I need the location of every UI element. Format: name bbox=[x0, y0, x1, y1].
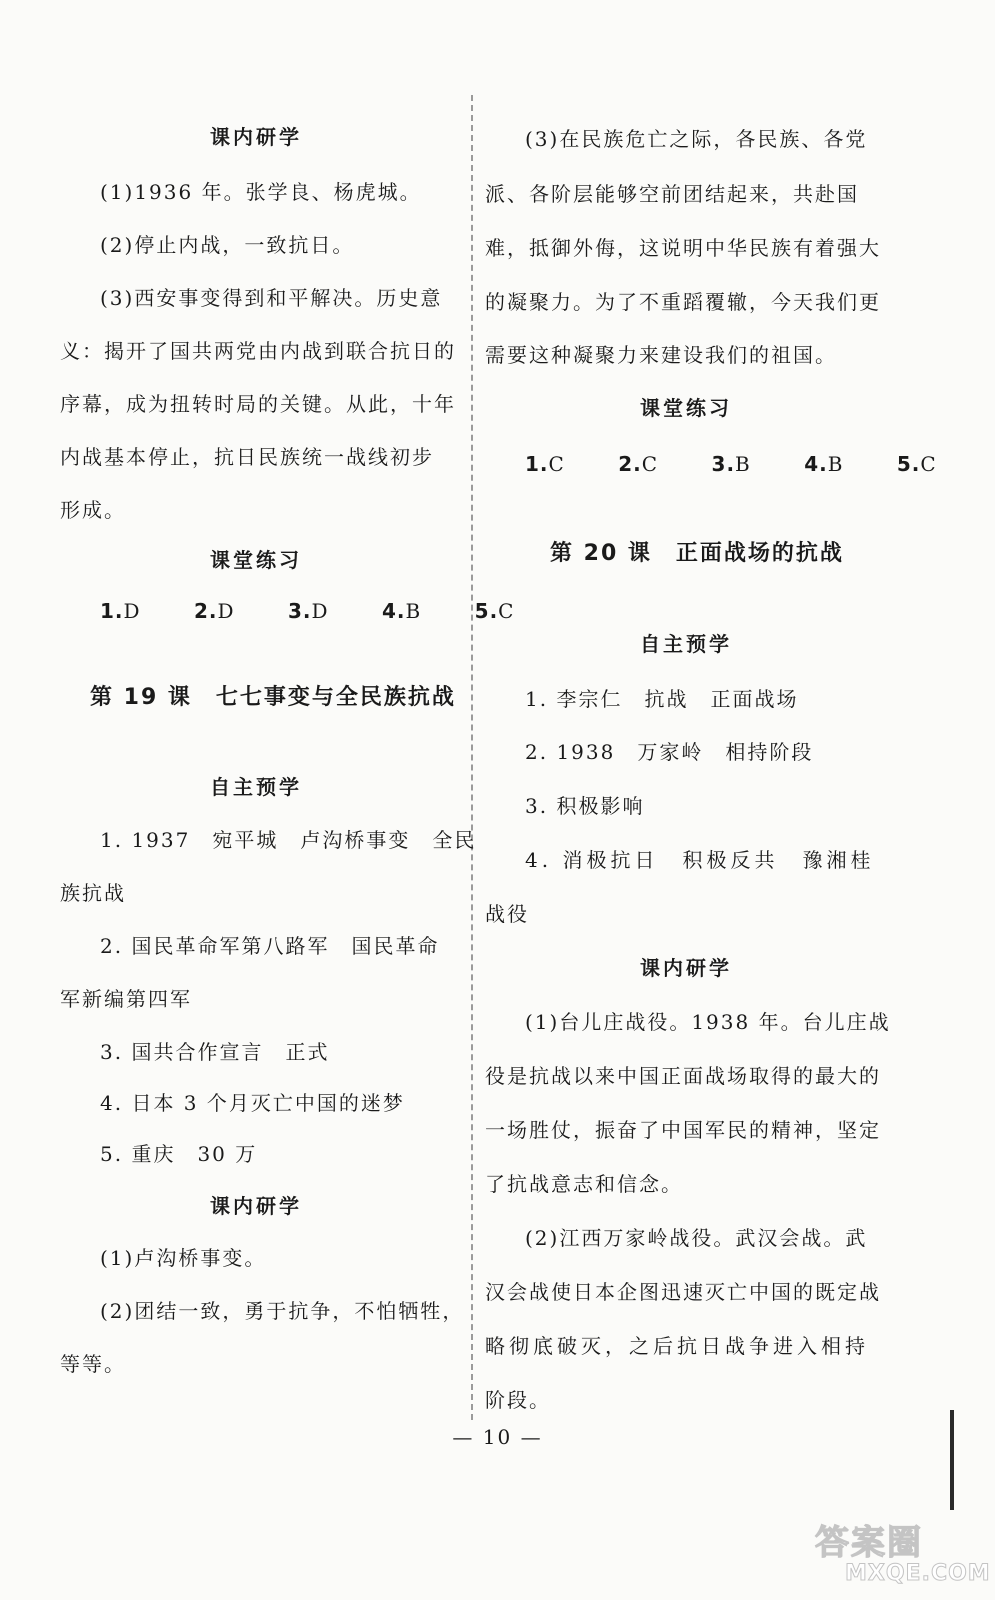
answer-number: 1. bbox=[100, 599, 124, 623]
preview-item-cont: 战役 bbox=[485, 902, 529, 926]
answer-choice: C bbox=[920, 452, 937, 476]
answer-line: 汉会战使日本企图迅速灭亡中国的既定战 bbox=[485, 1280, 881, 1304]
preview-item: 1. 李宗仁 抗战 正面战场 bbox=[525, 687, 799, 711]
answer-line: (2)团结一致，勇于抗争，不怕牺牲， bbox=[100, 1299, 465, 1323]
chapter-title-20: 第 20 课 正面战场的抗战 bbox=[550, 541, 844, 566]
answer-line: 略彻底破灭，之后抗日战争进入相持 bbox=[485, 1334, 869, 1358]
chapter-title-19: 第 19 课 七七事变与全民族抗战 bbox=[90, 685, 456, 710]
watermark-url: MXQE.COM bbox=[845, 1561, 991, 1586]
answer-choice: B bbox=[405, 599, 422, 623]
practice-answers bbox=[100, 597, 514, 625]
answer-choice: C bbox=[498, 599, 515, 623]
answer-line: (3)在民族危亡之际，各民族、各党 bbox=[525, 127, 868, 151]
preview-item: 3. 国共合作宣言 正式 bbox=[100, 1040, 330, 1064]
answer-line: 序幕，成为扭转时局的关键。从此，十年 bbox=[60, 392, 456, 416]
answer-line: 需要这种凝聚力来建设我们的祖国。 bbox=[485, 343, 837, 367]
practice-answers bbox=[525, 450, 937, 478]
answer-line: (1)1936 年。张学良、杨虎城。 bbox=[100, 180, 422, 204]
answer-number: 4. bbox=[382, 599, 406, 623]
answer-number: 5. bbox=[896, 452, 921, 476]
watermark-title: 答案圈 bbox=[815, 1523, 923, 1563]
answer-line: (2)江西万家岭战役。武汉会战。武 bbox=[525, 1226, 868, 1250]
answer-line: (1)卢沟桥事变。 bbox=[100, 1246, 267, 1270]
answer-number: 4. bbox=[804, 452, 828, 476]
answer-line: 义：揭开了国共两党由内战到联合抗日的 bbox=[60, 339, 456, 363]
answer-line: 内战基本停止，抗日民族统一战线初步 bbox=[60, 445, 434, 469]
answer-number: 3. bbox=[711, 452, 736, 476]
answer-line: 派、各阶层能够空前团结起来，共赴国 bbox=[485, 182, 859, 206]
answer-number: 1. bbox=[525, 452, 549, 476]
answer-line: 了抗战意志和信念。 bbox=[485, 1172, 683, 1196]
answer-line: 等等。 bbox=[60, 1352, 126, 1376]
answer-number: 5. bbox=[474, 599, 499, 623]
section-title-class-study: 课内研学 bbox=[640, 956, 732, 980]
answer-choice: D bbox=[123, 599, 141, 623]
answer-choice: B bbox=[735, 452, 751, 476]
answer-choice: D bbox=[217, 599, 235, 623]
preview-item: 1. 1937 宛平城 卢沟桥事变 全民 bbox=[100, 828, 477, 852]
answer-choice: C bbox=[548, 452, 565, 476]
answer-number: 3. bbox=[288, 599, 312, 623]
section-title-preview: 自主预学 bbox=[640, 632, 732, 656]
answer-line: (3)西安事变得到和平解决。历史意 bbox=[100, 286, 443, 310]
section-title-practice: 课堂练习 bbox=[640, 396, 732, 420]
page-number: — 10 — bbox=[452, 1425, 543, 1449]
preview-item: 2. 国民革命军第八路军 国民革命 bbox=[100, 934, 440, 958]
answer-choice: B bbox=[827, 452, 844, 476]
answer-line: 的凝聚力。为了不重蹈覆辙，今天我们更 bbox=[485, 290, 881, 314]
answer-choice: C bbox=[641, 452, 659, 476]
preview-item-cont: 族抗战 bbox=[60, 881, 126, 905]
scan-edge-mark bbox=[950, 1410, 954, 1510]
answer-number: 2. bbox=[618, 452, 642, 476]
preview-item: 3. 积极影响 bbox=[525, 794, 645, 818]
answer-line: (2)停止内战，一致抗日。 bbox=[100, 233, 355, 257]
section-title-practice: 课堂练习 bbox=[210, 548, 302, 572]
site-watermark-logo bbox=[815, 1515, 991, 1595]
section-title-class-study: 课内研学 bbox=[210, 125, 302, 149]
preview-item: 4. 日本 3 个月灭亡中国的迷梦 bbox=[100, 1091, 405, 1115]
preview-item: 2. 1938 万家岭 相持阶段 bbox=[525, 740, 814, 764]
section-title-class-study: 课内研学 bbox=[210, 1194, 302, 1218]
answer-line: 役是抗战以来中国正面战场取得的最大的 bbox=[485, 1064, 881, 1088]
preview-item: 5. 重庆 30 万 bbox=[100, 1142, 258, 1166]
answer-line: (1)台儿庄战役。1938 年。台儿庄战 bbox=[525, 1010, 891, 1034]
answer-number: 2. bbox=[194, 599, 218, 623]
answer-line: 形成。 bbox=[60, 498, 126, 522]
answer-line: 难，抵御外侮，这说明中华民族有着强大 bbox=[485, 236, 881, 260]
answer-choice: D bbox=[311, 599, 329, 623]
answer-line: 一场胜仗，振奋了中国军民的精神，坚定 bbox=[485, 1118, 881, 1142]
section-title-preview: 自主预学 bbox=[210, 775, 302, 799]
column-divider bbox=[471, 95, 473, 1420]
preview-item-cont: 军新编第四军 bbox=[60, 987, 192, 1011]
answer-line: 阶段。 bbox=[485, 1388, 551, 1412]
preview-item: 4. 消极抗日 积极反共 豫湘桂 bbox=[525, 848, 875, 872]
